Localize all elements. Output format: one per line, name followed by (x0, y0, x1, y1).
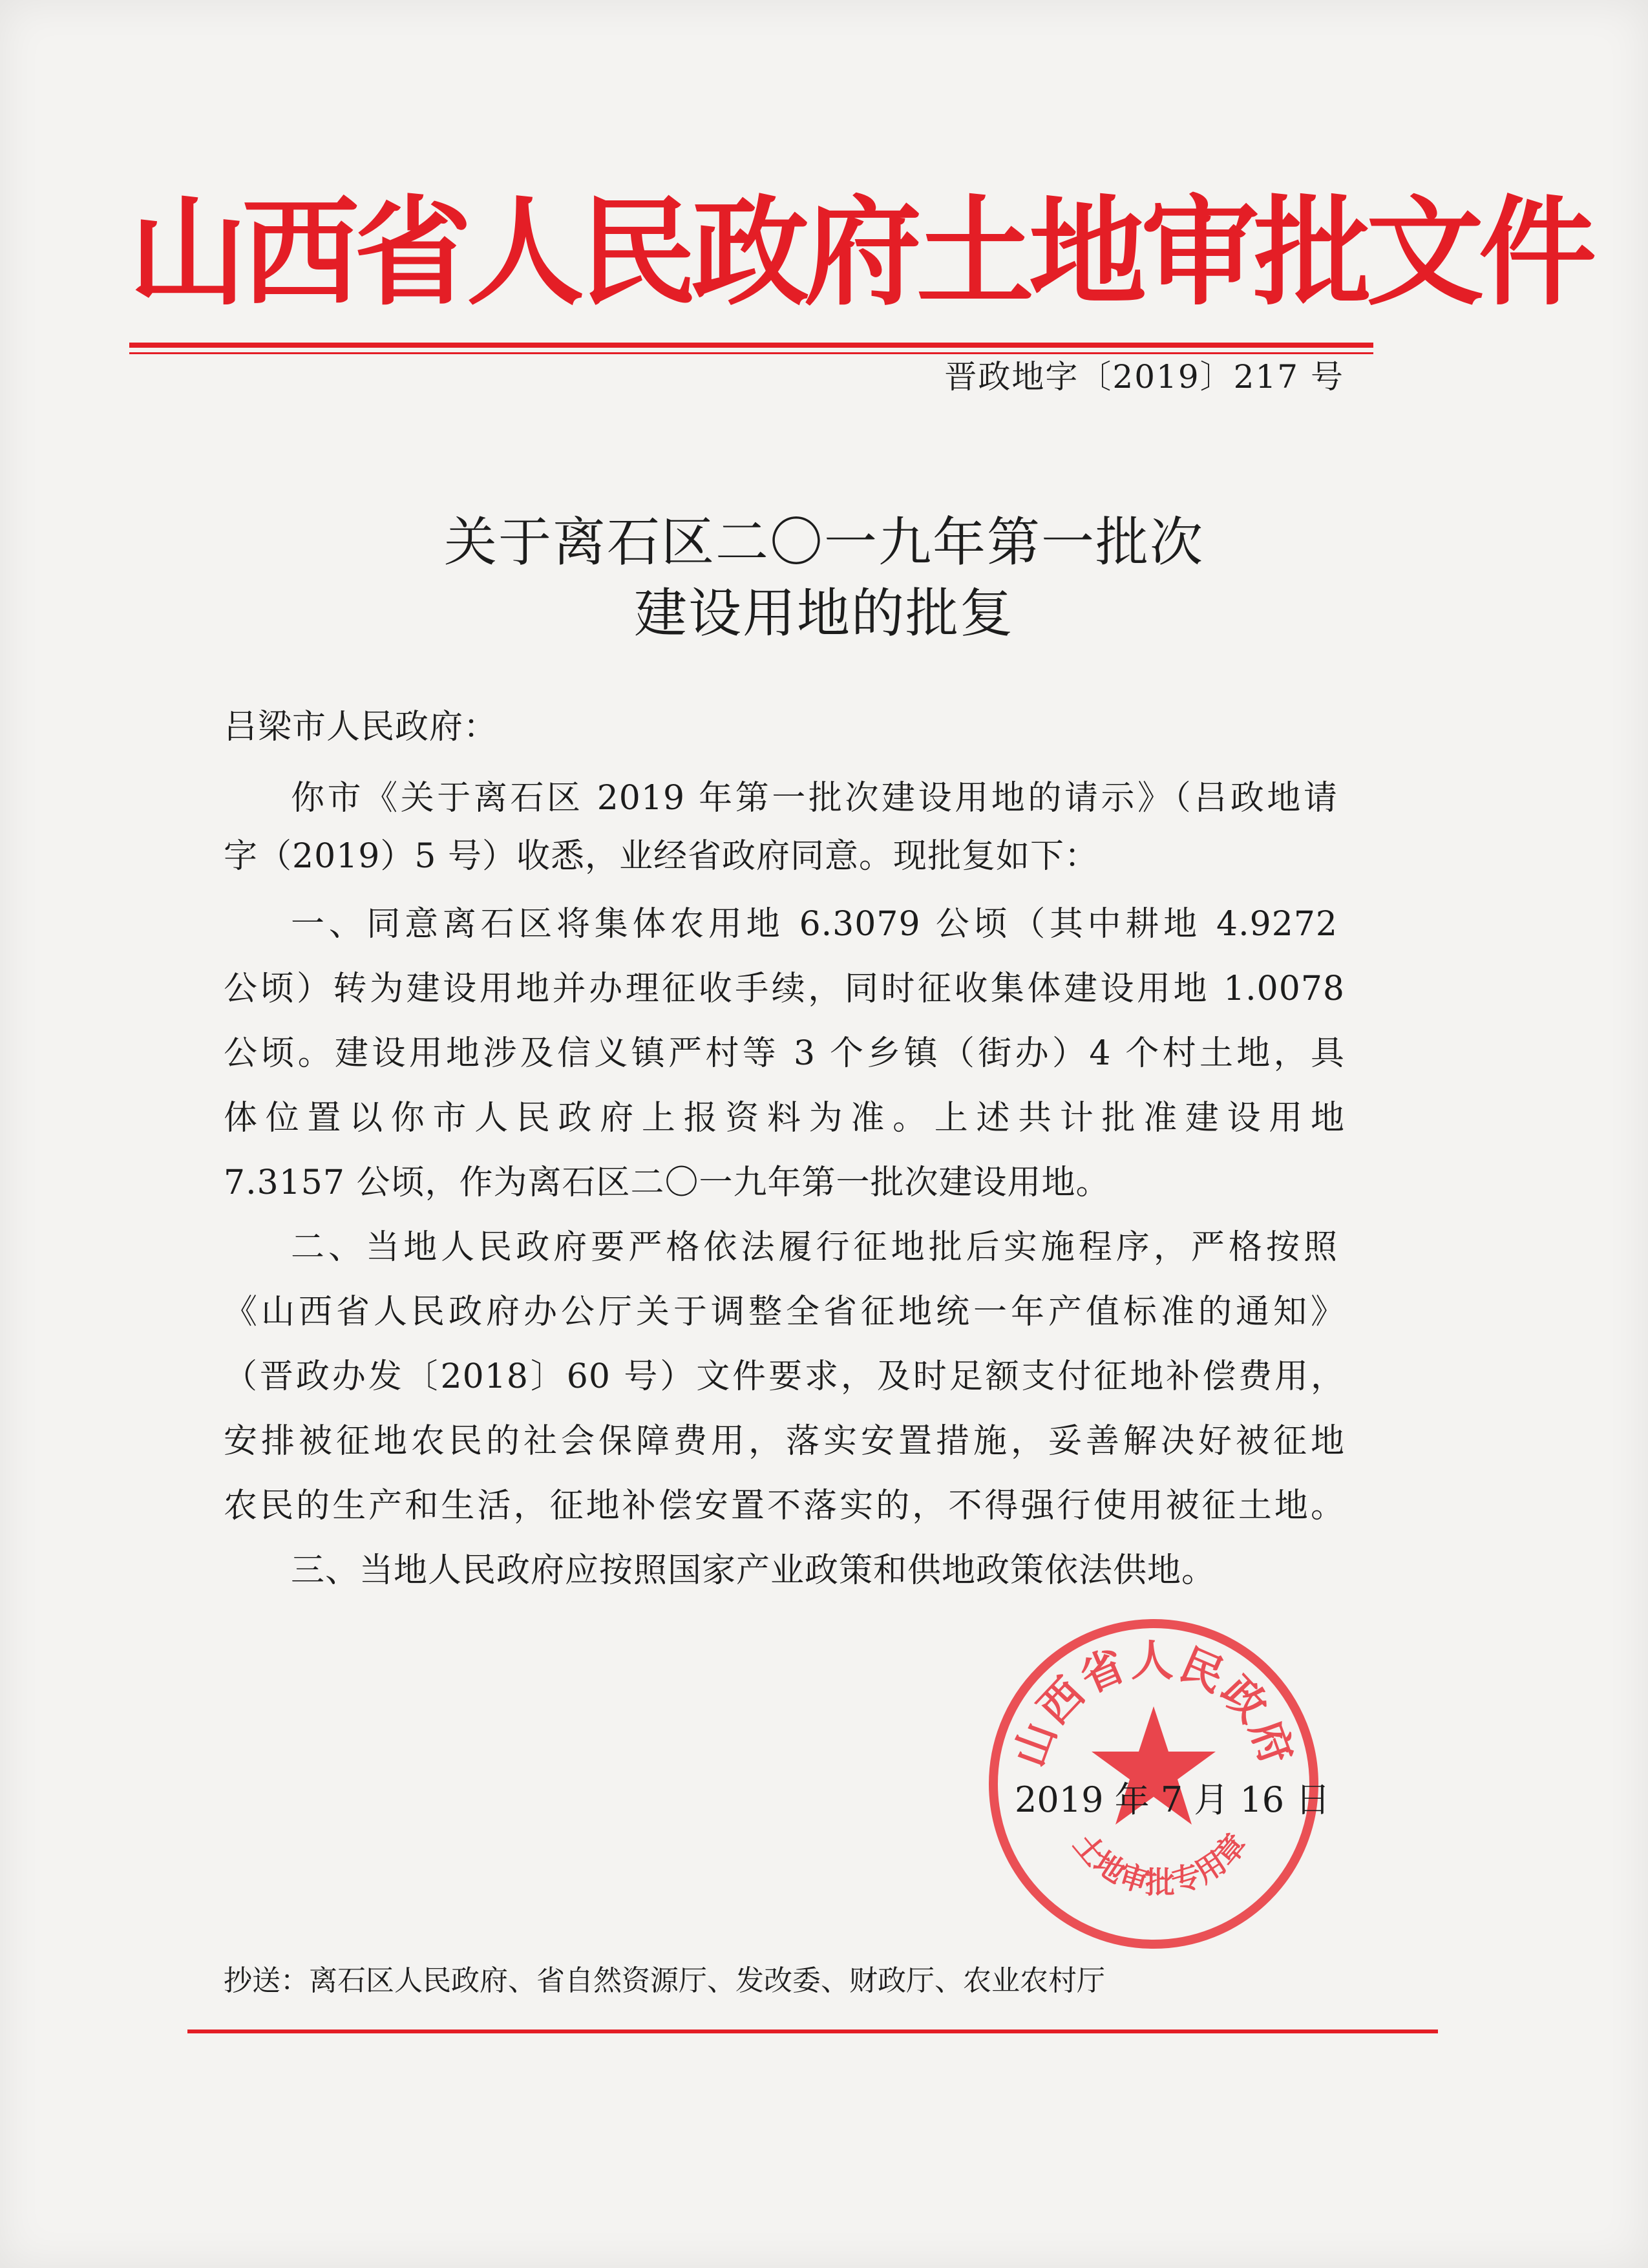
body-line: 公顷。建设用地涉及信义镇严村等 3 个乡镇（街办）4 个村土地，具 (224, 1034, 1345, 1073)
svg-text:土地审批专用章 (1067, 1827, 1254, 1900)
footer-rule (187, 2030, 1438, 2033)
body-line: 你市《关于离石区 2019 年第一批次建设用地的请示》（吕政地请 (291, 779, 1338, 818)
document-title-line-2: 建设用地的批复 (633, 583, 1014, 644)
body-line: 农民的生产和生活，征地补偿安置不落实的，不得强行使用被征土地。 (224, 1487, 1345, 1525)
body-line: 二、当地人民政府要严格依法履行征地批后实施程序，严格按照 (291, 1228, 1338, 1267)
body-line: （晋政办发〔2018〕60 号）文件要求，及时足额支付征地补偿费用， (224, 1357, 1345, 1396)
header-rule-thick (129, 343, 1373, 348)
issue-date: 2019 年 7 月 16 日 (1015, 1779, 1331, 1820)
body-line: 公顷）转为建设用地并办理征收手续，同时征收集体建设用地 1.0078 (224, 970, 1345, 1008)
body-line: 体位置以你市人民政府上报资料为准。上述共计批准建设用地 (224, 1099, 1345, 1138)
body-line: 7.3157 公顷，作为离石区二〇一九年第一批次建设用地。 (224, 1163, 1110, 1202)
body-line: 字（2019）5 号）收悉，业经省政府同意。现批复如下： (224, 837, 1099, 876)
carbon-copy-list: 抄送：离石区人民政府、省自然资源厅、发改委、财政厅、农业农村厅 (224, 1964, 1105, 1997)
addressee: 吕梁市人民政府： (224, 708, 498, 747)
body-line: 《山西省人民政府办公厅关于调整全省征地统一年产值标准的通知》 (224, 1293, 1345, 1331)
seal-text-top: 山西省人民政府 (1004, 1635, 1304, 1774)
body-line: 安排被征地农民的社会保障费用，落实安置措施，妥善解决好被征地 (224, 1422, 1345, 1461)
body-line: 一、同意离石区将集体农用地 6.3079 公顷（其中耕地 4.9272 (291, 905, 1338, 944)
seal-text-bottom: 土地审批专用章 (1066, 1827, 1254, 1900)
masthead-title: 山西省人民政府土地审批文件 (129, 183, 1591, 321)
body-line: 三、当地人民政府应按照国家产业政策和供地政策依法供地。 (291, 1551, 1216, 1590)
document-title-line-1: 关于离石区二〇一九年第一批次 (443, 512, 1204, 573)
document-number: 晋政地字〔2019〕217 号 (944, 358, 1344, 396)
